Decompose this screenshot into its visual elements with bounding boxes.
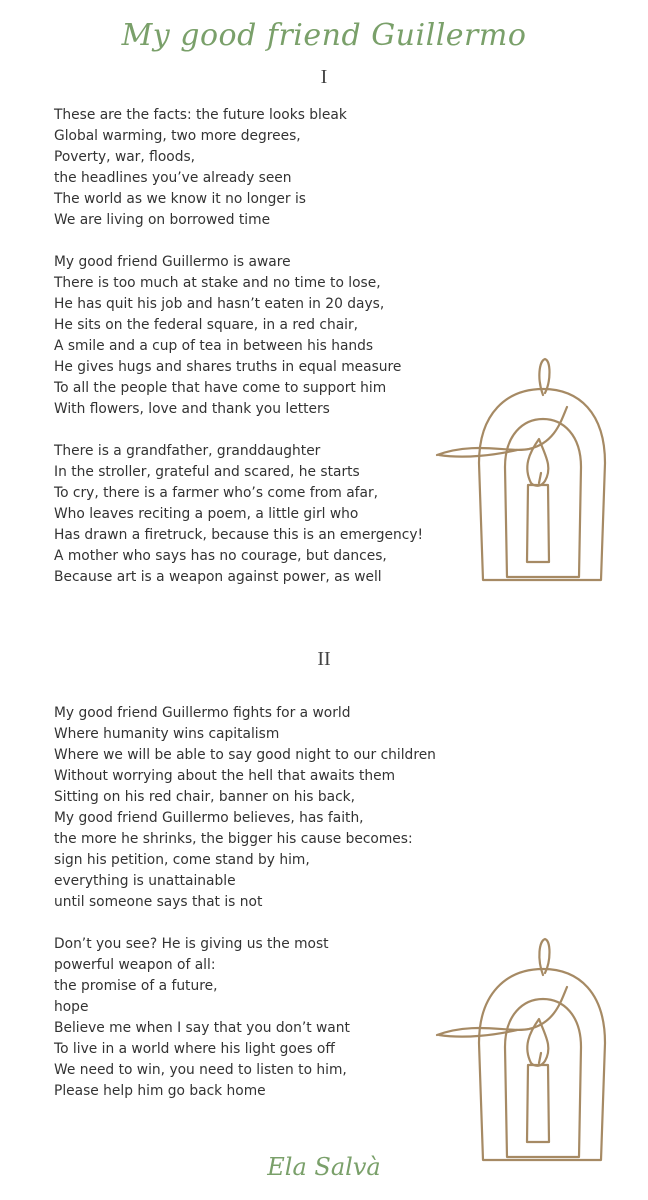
poem-line: To live in a world where his light goes off — [54, 1041, 335, 1057]
poem-line: In the stroller, grateful and scared, he starts — [54, 464, 360, 480]
poem-line: Without worrying about the hell that awaits them — [54, 768, 396, 784]
poem-line: To all the people that have come to support him — [54, 380, 387, 396]
poem-line: Global warming, two more degrees, — [54, 128, 301, 144]
poem-line: To cry, there is a farmer who’s come from afar, — [54, 485, 379, 501]
poem-line: Please help him go back home — [54, 1083, 266, 1099]
poem-line: Where we will be able to say good night to our children — [54, 747, 436, 763]
poem-line: Poverty, war, floods, — [54, 149, 196, 165]
poem-line: With flowers, love and thank you letters — [54, 401, 330, 417]
poem-line: the promise of a future, — [54, 978, 218, 994]
poem-line: the more he shrinks, the bigger his cause becomes: — [54, 831, 413, 847]
poem-line: hope — [54, 999, 89, 1015]
poem-line: Has drawn a firetruck, because this is an emergency! — [54, 527, 424, 543]
poem-line: Believe me when I say that you don’t want — [54, 1020, 350, 1036]
stanza-2 — [54, 252, 401, 420]
poem-line: We are living on borrowed time — [54, 212, 271, 228]
poem-line: the headlines you’ve already seen — [54, 170, 292, 186]
poem-line: My good friend Guillermo fights for a world — [54, 705, 351, 721]
stanza-4 — [54, 703, 436, 913]
stanza-1 — [54, 105, 347, 231]
poem-line: Because art is a weapon against power, as well — [54, 569, 382, 585]
poem-line: until someone says that is not — [54, 894, 263, 910]
poem-line: He has quit his job and hasn’t eaten in 20 days, — [54, 296, 385, 312]
poem-line: My good friend Guillermo is aware — [54, 254, 291, 270]
poem-line: powerful weapon of all: — [54, 957, 216, 973]
poem-line: Don’t you see? He is giving us the most — [54, 936, 329, 952]
stanza-3 — [54, 441, 423, 588]
poem-line: Where humanity wins capitalism — [54, 726, 280, 742]
poem-line: The world as we know it no longer is — [54, 191, 306, 207]
poem-line: everything is unattainable — [54, 873, 236, 889]
poem-title: My good friend Guillermo — [121, 18, 527, 53]
poem-line: He gives hugs and shares truths in equal measure — [54, 359, 402, 375]
poem-line: My good friend Guillermo believes, has faith, — [54, 810, 364, 826]
author-signature: Ela Salvà — [267, 1153, 381, 1181]
candle-in-birdcage-icon — [435, 935, 615, 1170]
candle-in-birdcage-icon — [435, 355, 615, 590]
poem-line: A smile and a cup of tea in between his hands — [54, 338, 374, 354]
stanza-5 — [54, 934, 350, 1102]
section-numeral-two: II — [317, 648, 331, 670]
poem-line: He sits on the federal square, in a red chair, — [54, 317, 359, 333]
poem-line: There is too much at stake and no time to lose, — [54, 275, 381, 291]
poem-line: A mother who says has no courage, but dances, — [54, 548, 387, 564]
poem-line: We need to win, you need to listen to him, — [54, 1062, 347, 1078]
poem-line: Who leaves reciting a poem, a little girl who — [54, 506, 359, 522]
poem-line: These are the facts: the future looks bleak — [54, 107, 347, 123]
poem-line: There is a grandfather, granddaughter — [54, 443, 321, 459]
poem-line: sign his petition, come stand by him, — [54, 852, 310, 868]
poem-line: Sitting on his red chair, banner on his back, — [54, 789, 356, 805]
section-numeral-one: I — [320, 66, 328, 88]
